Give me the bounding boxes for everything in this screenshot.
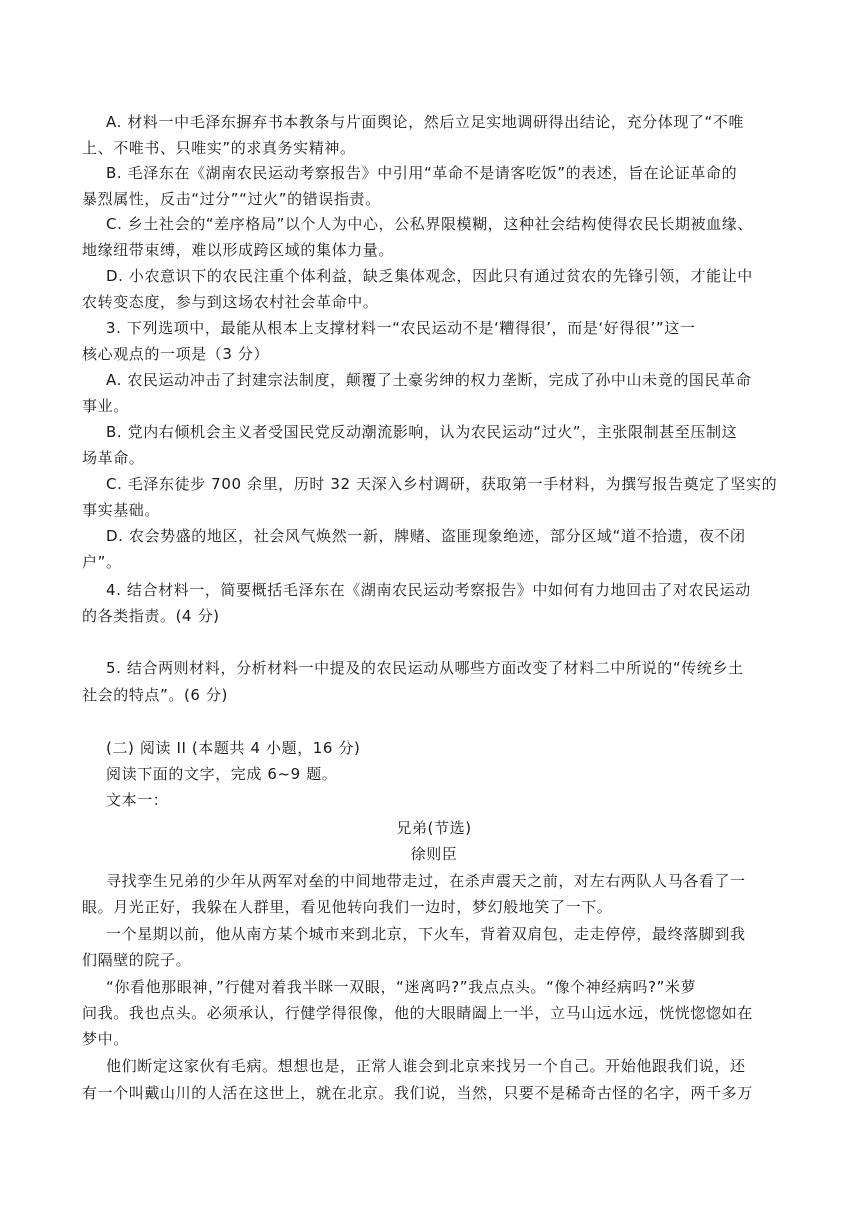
q3-option-b-line-2: 场革命。 — [82, 449, 145, 467]
article-title: 兄弟(节选) — [396, 819, 472, 837]
paragraph-3-line-1: “你看他那眼神，”行健对着我半眯一双眼，“迷离吗?”我点点头。“像个神经病吗?”米萝 — [106, 978, 697, 996]
option-a-line-2: 上、不唯书、只唯实”的求真务实精神。 — [82, 139, 356, 157]
question-5-line-1: 5. 结合两则材料，分析材料一中提及的农民运动从哪些方面改变了材料二中所说的“传统乡土 — [106, 659, 744, 677]
question-4-line-2: 的各类指责。(4 分) — [82, 607, 220, 625]
option-b-line-2: 暴烈属性，反击“过分”“过火”的错误指责。 — [82, 190, 381, 208]
paragraph-4-line-2: 有一个叫戴山川的人活在这世上，就在北京。我们说，当然，只要不是稀奇古怪的名字，两千多万 — [82, 1084, 753, 1102]
paragraph-2-line-2: 们隔壁的院子。 — [82, 951, 192, 969]
q3-option-d-line-2: 户”。 — [82, 553, 122, 571]
paragraph-3-line-3: 梦中。 — [82, 1030, 129, 1048]
option-d-line-1: D. 小农意识下的农民注重个体利益，缺乏集体观念，因此只有通过贫农的先锋引领，才能让中 — [106, 267, 753, 285]
paragraph-3-line-2: 问我。我也点头。必须承认，行健学得很像，他的大眼睛阖上一半，立马山远水远，恍恍惚惚如在 — [82, 1004, 753, 1022]
question-4-line-1: 4. 结合材料一，简要概括毛泽东在《湖南农民运动考察报告》中如何有力地回击了对农民运动 — [106, 581, 751, 599]
section-instruction: 阅读下面的文字，完成 6~9 题。 — [106, 765, 338, 783]
question-3-line-2: 核心观点的一项是（3 分） — [82, 345, 270, 363]
paragraph-1-line-2: 眼。月光正好，我躲在人群里，看见他转向我们一边时，梦幻般地笑了一下。 — [82, 898, 613, 916]
q3-option-a-line-1: A. 农民运动冲击了封建宗法制度，颠覆了土豪劣绅的权力垄断，完成了孙中山未竟的国民革命 — [106, 371, 752, 389]
q3-option-a-line-2: 事业。 — [82, 397, 129, 415]
q3-option-c-line-1: C. 毛泽东徒步 700 余里，历时 32 天深入乡村调研，获取第一手材料，为撰写报告奠定了坚实的 — [106, 475, 778, 493]
section-heading: (二) 阅读 II (本题共 4 小题，16 分) — [106, 739, 361, 757]
option-c-line-2: 地缘纽带束缚，难以形成跨区域的集体力量。 — [82, 241, 395, 259]
option-d-line-2: 农转变态度，参与到这场农村社会革命中。 — [82, 293, 379, 311]
q3-option-c-line-2: 事实基础。 — [82, 501, 161, 519]
paragraph-2-line-1: 一个星期以前，他从南方某个城市来到北京，下火车，背着双肩包，走走停停，最终落脚到我 — [106, 925, 746, 943]
q3-option-b-line-1: B. 党内右倾机会主义者受国民党反动潮流影响，认为农民运动“过火”，主张限制甚至压制这 — [106, 423, 738, 441]
paragraph-1-line-1: 寻找孪生兄弟的少年从两军对垒的中间地带走过，在杀声震天之前，对左右两队人马各看了一 — [106, 872, 746, 890]
q3-option-d-line-1: D. 农会势盛的地区，社会风气焕然一新，牌赌、盗匪现象绝迹，部分区域“道不拾遗，夜不闭 — [106, 527, 746, 545]
paragraph-4-line-1: 他们断定这家伙有毛病。想想也是，正常人谁会到北京来找另一个自己。开始他跟我们说，还 — [106, 1057, 746, 1075]
option-a-line-1: A. 材料一中毛泽东摒弃书本教条与片面舆论，然后立足实地调研得出结论，充分体现了“不唯 — [106, 113, 745, 131]
article-author: 徐则臣 — [410, 845, 458, 863]
text-one-label: 文本一： — [106, 791, 169, 809]
question-3-line-1: 3. 下列选项中，最能从根本上支撑材料一“农民运动不是‘糟得很’，而是‘好得很’”这一 — [106, 319, 696, 337]
option-b-line-1: B. 毛泽东在《湖南农民运动考察报告》中引用“革命不是请客吃饭”的表述，旨在论证革命的 — [106, 164, 738, 182]
question-5-line-2: 社会的特点”。(6 分) — [82, 686, 228, 704]
option-c-line-1: C. 乡土社会的“差序格局”以个人为中心，公私界限模糊，这种社会结构使得农民长期被血缘、 — [106, 215, 753, 233]
